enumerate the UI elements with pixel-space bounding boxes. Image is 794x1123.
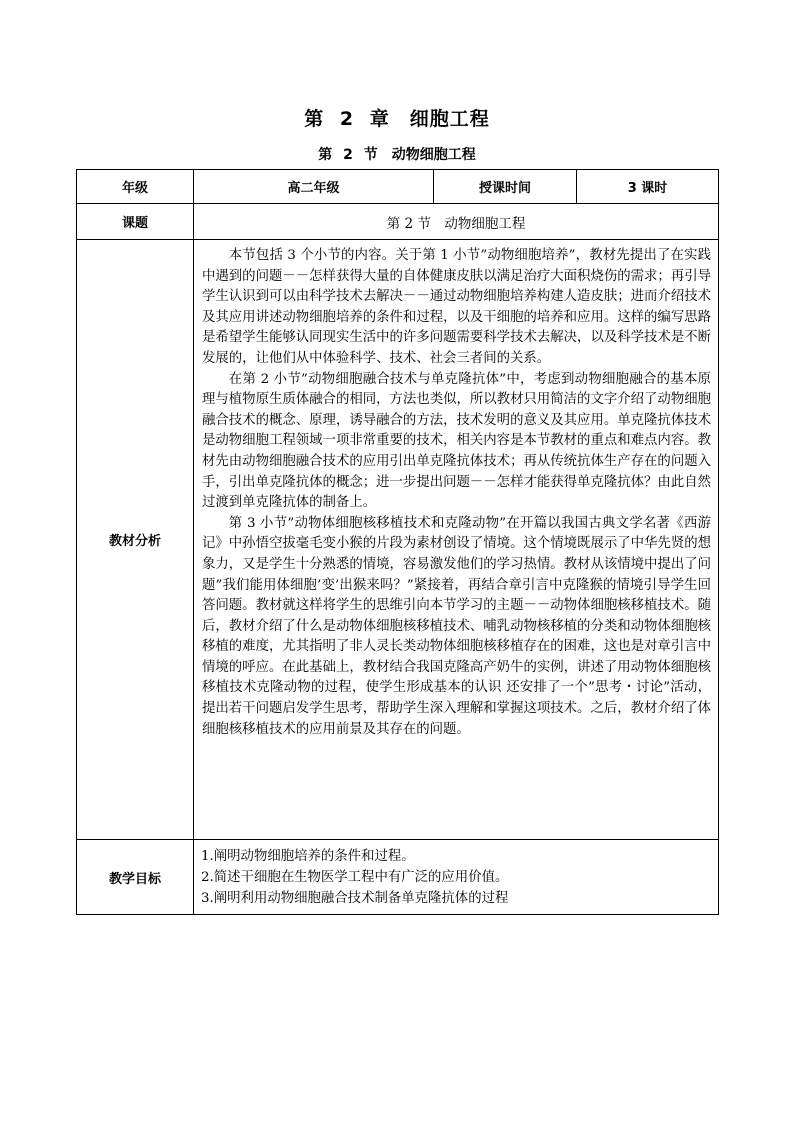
goal-item: 2.简述干细胞在生物医学工程中有广泛的应用价值。 bbox=[201, 869, 509, 885]
analysis-label: 教材分析 bbox=[77, 240, 194, 840]
lesson-plan-table bbox=[76, 169, 719, 915]
topic-label: 课题 bbox=[77, 204, 194, 240]
analysis-paragraph: 本节包括 3 个小节的内容。关于第 1 小节”动物细胞培养”，教材先提出了在实践中遇到的问题－－怎样获得大量的自体健康皮肤以满足治疗大面积烧伤的需求；再引导学生认识到可以由科学技术去解决－－通过动物细胞培养构建人造皮肤；进而介绍技术及其应用讲述动物细胞培养的条件和过程，以及干细胞的培养和应用。这样的编写思路是希望学生能够认同现实生活中的许多问题需要科学技术去解决，以及科学技术是不断发展的，让他们从中体验科学、技术、社会三者间的关系。 bbox=[202, 248, 711, 366]
grade-value: 高二年级 bbox=[194, 170, 434, 204]
analysis-paragraph: 在第 2 小节”动物细胞融合技术与单克隆抗体”中，考虑到动物细胞融合的基本原理与植物原生质体融合的相同，方法也类似，所以教材只用简洁的文字介绍了动物细胞融合技术的概念、原理，诱导融合的方法，技术发明的意义及其应用。单克隆抗体技术是动物细胞工程领域一项非常重要的技术，相关内容是本节教材的重点和难点内容。教材先由动物细胞融合技术的应用引出单克隆抗体技术；再从传统抗体生产存在的问题入手，引出单克隆抗体的概念；进一步提出问题－－怎样才能获得单克隆抗体？由此自然过渡到单克隆抗体的制备上。 bbox=[202, 371, 711, 511]
grade-row bbox=[77, 170, 719, 204]
topic-value: 第 2 节 动物细胞工程 bbox=[194, 204, 719, 240]
goals-list bbox=[194, 840, 719, 915]
section-title: 第 2 节 动物细胞工程 bbox=[318, 147, 476, 163]
goals-row bbox=[77, 840, 719, 915]
grade-label: 年级 bbox=[77, 170, 194, 204]
time-label: 授课时间 bbox=[434, 170, 577, 204]
goal-item: 3.阐明利用动物细胞融合技术制备单克隆抗体的过程 bbox=[201, 890, 509, 906]
topic-row bbox=[77, 204, 719, 240]
goal-item: 1.阐明动物细胞培养的条件和过程。 bbox=[201, 848, 415, 864]
goals-label: 教学目标 bbox=[77, 840, 194, 915]
time-value: 3 课时 bbox=[577, 170, 719, 204]
analysis-row bbox=[77, 240, 719, 840]
analysis-content bbox=[194, 240, 719, 840]
analysis-paragraph: 第 3 小节”动物体细胞核移植技术和克隆动物”在开篇以我国古典文学名著《西游记》中孙悟空拔毫毛变小猴的片段为素材创设了情境。这个情境既展示了中华先贤的想象力，又是学生十分熟悉的情境，容易激发他们的学习热情。教材从该情境中提出了问题”我们能用体细胞’变’出猴来吗？”紧接着，再结合章引言中克隆猴的情境引导学生回答问题。教材就这样将学生的思维引向本节学习的主题－－动物体细胞核移植技术。随后，教材介绍了什么是动物体细胞核移植技术、哺乳动物核移植的分类和动物体细胞核移植的难度，尤其指明了非人灵长类动物体细胞核移植存在的困难，这也是对章引言中情境的呼应。在此基础上，教材结合我国克隆高产奶牛的实例，讲述了用动物体细胞核移植技术克隆动物的过程，使学生形成基本的认识 还安排了一个”思考・讨论”活动，提出若干问题启发学生思考，帮助学生深入理解和掌握这项技术。之后，教材介绍了体细胞核移植技术的应用前景及其存在的问题。 bbox=[202, 515, 711, 737]
chapter-title: 第 2 章 细胞工程 bbox=[304, 108, 490, 130]
